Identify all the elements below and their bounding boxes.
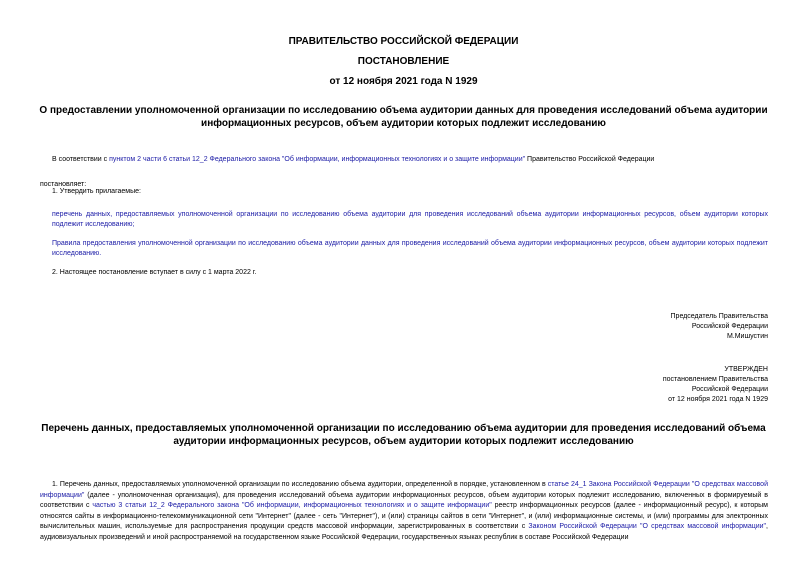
preamble [52, 155, 782, 165]
document-kind: ПОСТАНОВЛЕНИЕ [357, 56, 450, 67]
approval-stamp: УТВЕРЖДЕН [724, 366, 768, 373]
item-2: 2. Настоящее постановление вступает в силу с 1 марта 2022 г. [52, 269, 257, 276]
approved-rules-link[interactable]: Правила предоставления уполномоченной организации по исследованию объема аудитории данных для проведения исследований объема аудитории информационных ресурсов, объем аудитории которых подлежит исследованию. [52, 240, 768, 257]
item-1: 1. Утвердить прилагаемые: [52, 188, 141, 195]
signature-position: Председатель Правительства [670, 313, 768, 320]
mass-media-law-link-2[interactable]: Законом Российской Федерации "О средствах массовой информации" [528, 523, 767, 530]
signature-name: М.Мишустин [726, 333, 768, 340]
government-heading: ПРАВИТЕЛЬСТВО РОССИЙСКОЙ ФЕДЕРАЦИИ [288, 36, 519, 47]
para1-text-3: реестр информационных ресурсов (далее - информационный ресурс), к которым относятся сайты в информационно-телекоммуникационной сети "Интернет" (далее - сеть "Интернет"), и (или) страницы сайтов в сети "Интернет", и (или) информационные системы, и (или) программы для электронных вычислительных машин, используемые для распространения продукции средств массовой информации, зарегистрированных в соответствии с [40, 502, 768, 530]
approval-country: Российской Федерации [691, 386, 768, 393]
approval-by: постановлением Правительства [662, 376, 768, 383]
list-paragraph-1 [40, 480, 768, 543]
signature-country: Российской Федерации [691, 323, 768, 330]
information-law-link[interactable]: частью 3 статьи 12_2 Федерального закона "Об информации, информационных технологиях и о защите информации" [92, 502, 492, 509]
preamble-law-link[interactable]: пунктом 2 части 6 статьи 12_2 Федерального закона "Об информации, информационных технологиях и о защите информации" [109, 156, 526, 163]
approval-date: от 12 ноября 2021 года N 1929 [668, 396, 768, 403]
list-title: Перечень данных, предоставляемых уполномоченной организации по исследованию объема аудитории для проведения исследований объема аудитории информационных ресурсов, объем аудитории которых подлежит исследованию [41, 423, 766, 447]
mass-media-law-link[interactable]: статье 24_1 Закона Российской Федерации "О средствах массовой информации" [40, 481, 768, 499]
decides-label: постановляет: [40, 181, 87, 188]
para1-text-1: 1. Перечень данных, предоставляемых уполномоченной организации по исследованию объема аудитории, определенной в порядке, установленном в [52, 481, 548, 488]
preamble-text-end: Правительство Российской Федерации [525, 156, 655, 163]
para1-text-2: (далее - уполномоченная организация), для проведения исследований объема аудитории информационных ресурсов, объем аудитории которых подлежит исследованию, включенных в формируемый в соответствии с [40, 491, 768, 509]
para1-text-4: , аудиовизуальных произведений и иной распространяемой на государственном языке Российской Федерации, государственных языках республик в составе Российской Федерации [40, 523, 768, 541]
preamble-text: В соответствии с [52, 156, 110, 163]
document-title: О предоставлении уполномоченной организации по исследованию объема аудитории данных для проведения исследований объема аудитории информационных ресурсов, объем аудитории которых подлежит исследованию [39, 105, 768, 129]
approved-list-link[interactable]: перечень данных, предоставляемых уполномоченной организации по исследованию объема аудитории для проведения исследований объема аудитории информационных ресурсов, объем аудитории которых подлежит исследованию; [52, 211, 768, 228]
document-date-number: от 12 ноября 2021 года N 1929 [329, 76, 478, 87]
